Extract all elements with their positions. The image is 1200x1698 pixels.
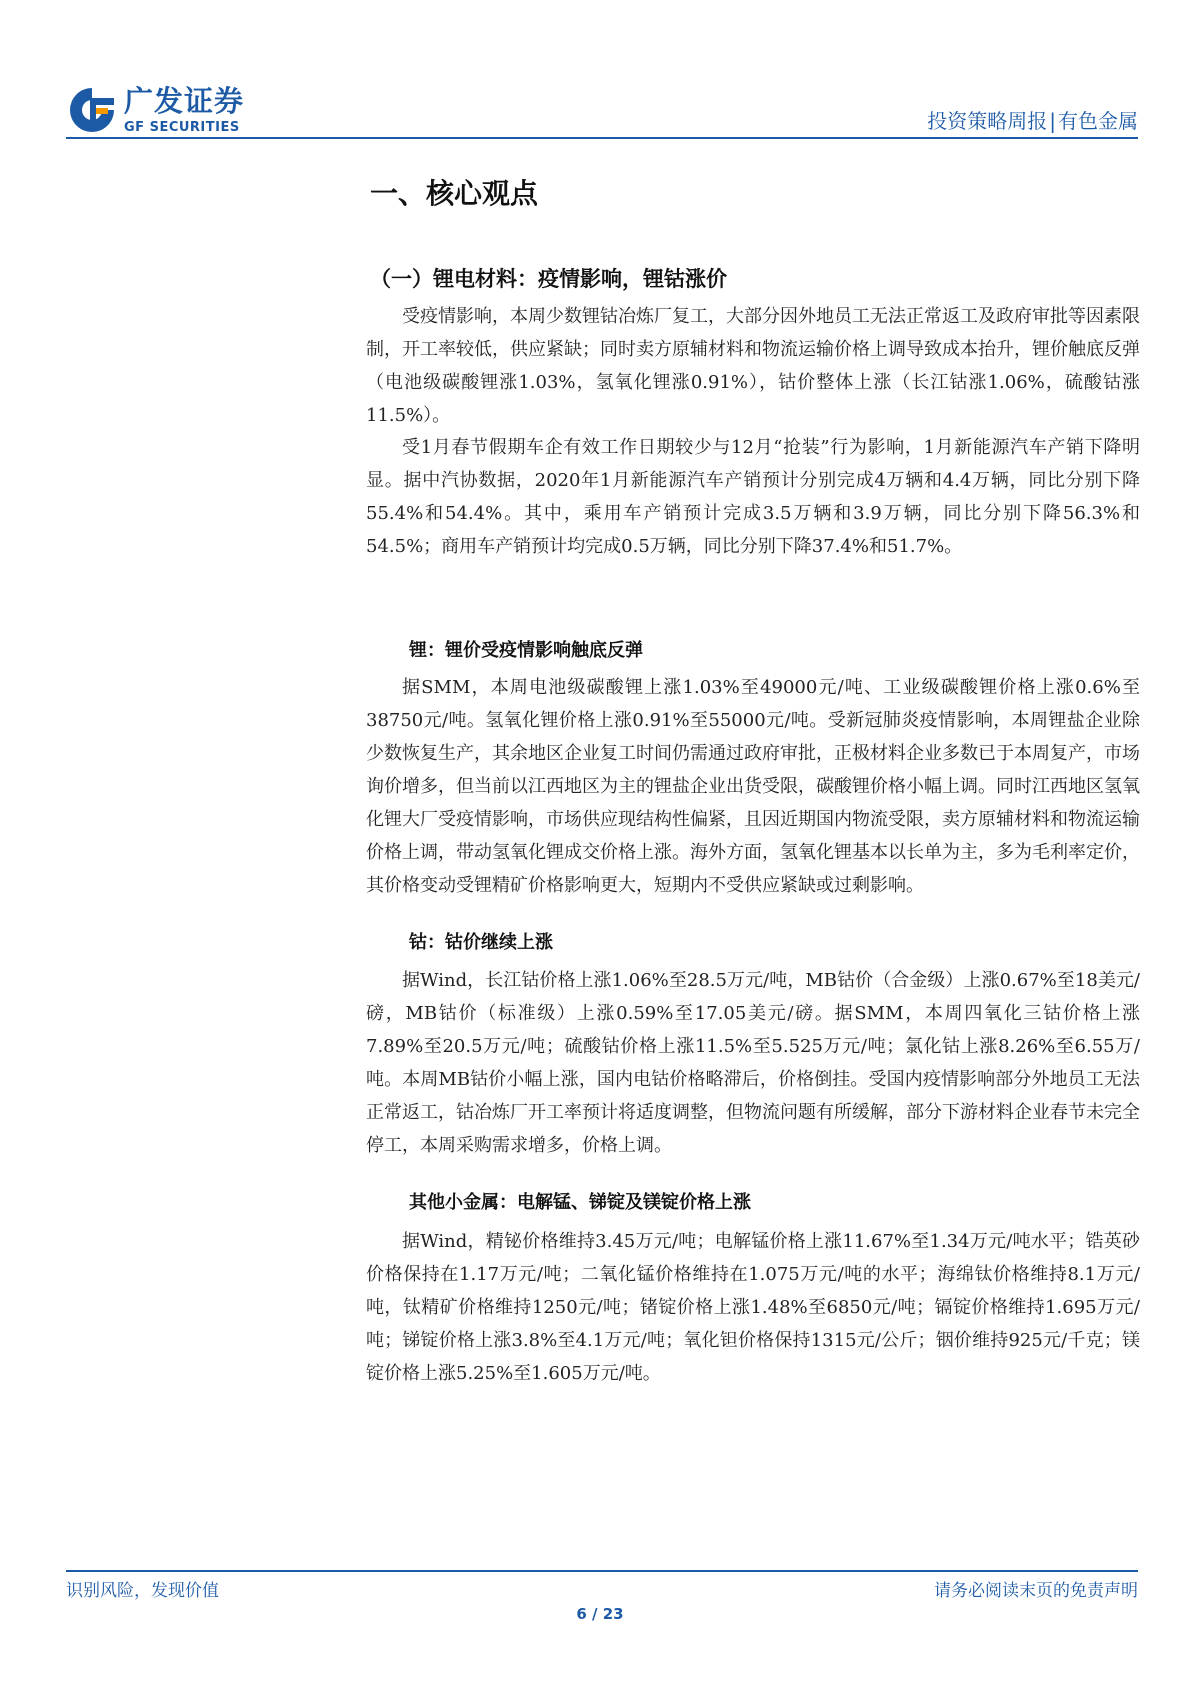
lithium-paragraph: 据SMM，本周电池级碳酸锂上涨1.03%至49000元/吨、工业级碳酸锂价格上涨0.6%至38750元/吨。氢氧化锂价格上涨0.91%至55000元/吨。受新冠肺炎疫情影响，本周锂盐企业除少数恢复生产，其余地区企业复工时间仍需通过政府审批，正极材料企业多数已于本周复产，市场询价增多，但当前以江西地区为主的锂盐企业出货受限，碳酸锂价格小幅上调。同时江西地区氢氧化锂大厂受疫情影响，市场供应现结构性偏紧，且因近期国内物流受限，卖方原辅材料和物流运输价格上调，带动氢氧化锂成交价格上涨。海外方面，氢氧化锂基本以长单为主，多为毛利率定价，其价格变动受锂精矿价格影响更大，短期内不受供应紧缺或过剩影响。 [366, 677, 1140, 896]
report-sector: 有色金属 [1058, 109, 1138, 133]
footer-slogan: 识别风险，发现价值 [66, 1581, 219, 1601]
subsection-title: （一）锂电材料：疫情影响，锂钴涨价 [370, 267, 727, 291]
minor-metals-paragraph: 据Wind，精铋价格维持3.45万元/吨；电解锰价格上涨11.67%至1.34万元/吨水平；锆英砂价格保持在1.17万元/吨；二氧化锰价格维持在1.075万元/吨的水平；海绵钛价格维持8.1万元/吨，钛精矿价格维持1250元/吨；锗锭价格上涨1.48%至6850元/吨；镉锭价格维持1.695万元/吨；锑锭价格上涨3.8%至4.1万元/吨；氧化钽价格保持1315元/公斤；铟价维持925元/千克；镁锭价格上涨5.25%至1.605万元/吨。 [366, 1231, 1140, 1384]
header-divider [66, 137, 1138, 139]
page-number: 6 / 23 [576, 1605, 624, 1623]
lithium-heading: 锂：锂价受疫情影响触底反弹 [409, 640, 643, 661]
cobalt-paragraph: 据Wind，长江钴价格上涨1.06%至28.5万元/吨，MB钴价（合金级）上涨0.67%至18美元/磅，MB钴价（标准级）上涨0.59%至17.05美元/磅。据SMM，本周四氧化三钴价格上涨7.89%至20.5万元/吨；硫酸钴价格上涨11.5%至5.525万元/吨；氯化钴上涨8.26%至6.55万/吨。本周MB钴价小幅上涨，国内电钴价格略滞后，价格倒挂。受国内疫情影响部分外地员工无法正常返工，钴冶炼厂开工率预计将适度调整，但物流问题有所缓解，部分下游材料企业春节未完全停工，本周采购需求增多，价格上调。 [366, 970, 1140, 1156]
intro-paragraph-2: 受1月春节假期车企有效工作日期较少与12月“抢装”行为影响，1月新能源汽车产销下降明显。据中汽协数据，2020年1月新能源汽车产销预计分别完成4万辆和4.4万辆，同比分别下降55.4%和54.4%。其中，乘用车产销预计完成3.5万辆和3.9万辆，同比分别下降56.3%和54.5%；商用车产销预计均完成0.5万辆，同比分别下降37.4%和51.7%。 [366, 437, 1140, 557]
cobalt-heading: 钴：钴价继续上涨 [409, 932, 553, 953]
report-type: 投资策略周报 [927, 109, 1048, 133]
minor-metals-heading: 其他小金属：电解锰、锑锭及镁锭价格上涨 [409, 1192, 751, 1213]
intro-paragraph-1: 受疫情影响，本周少数锂钴冶炼厂复工，大部分因外地员工无法正常返工及政府审批等因素限制，开工率较低，供应紧缺；同时卖方原辅材料和物流运输价格上调导致成本抬升，锂价触底反弹（电池级碳酸锂涨1.03%，氢氧化锂涨0.91%），钴价整体上涨（长江钴涨1.06%，硫酸钴涨11.5%）。 [366, 306, 1140, 426]
company-logo [66, 80, 266, 140]
logo-chinese-name: 广发证券 [124, 84, 245, 118]
logo-english-name: GF SECURITIES [124, 120, 240, 135]
footer-disclaimer: 请务必阅读末页的免责声明 [934, 1581, 1138, 1601]
gf-logo-icon [66, 84, 118, 136]
header-separator: | [1049, 109, 1056, 133]
footer-divider [66, 1570, 1138, 1572]
section-title: 一、核心观点 [370, 177, 539, 210]
report-category [927, 105, 1138, 134]
